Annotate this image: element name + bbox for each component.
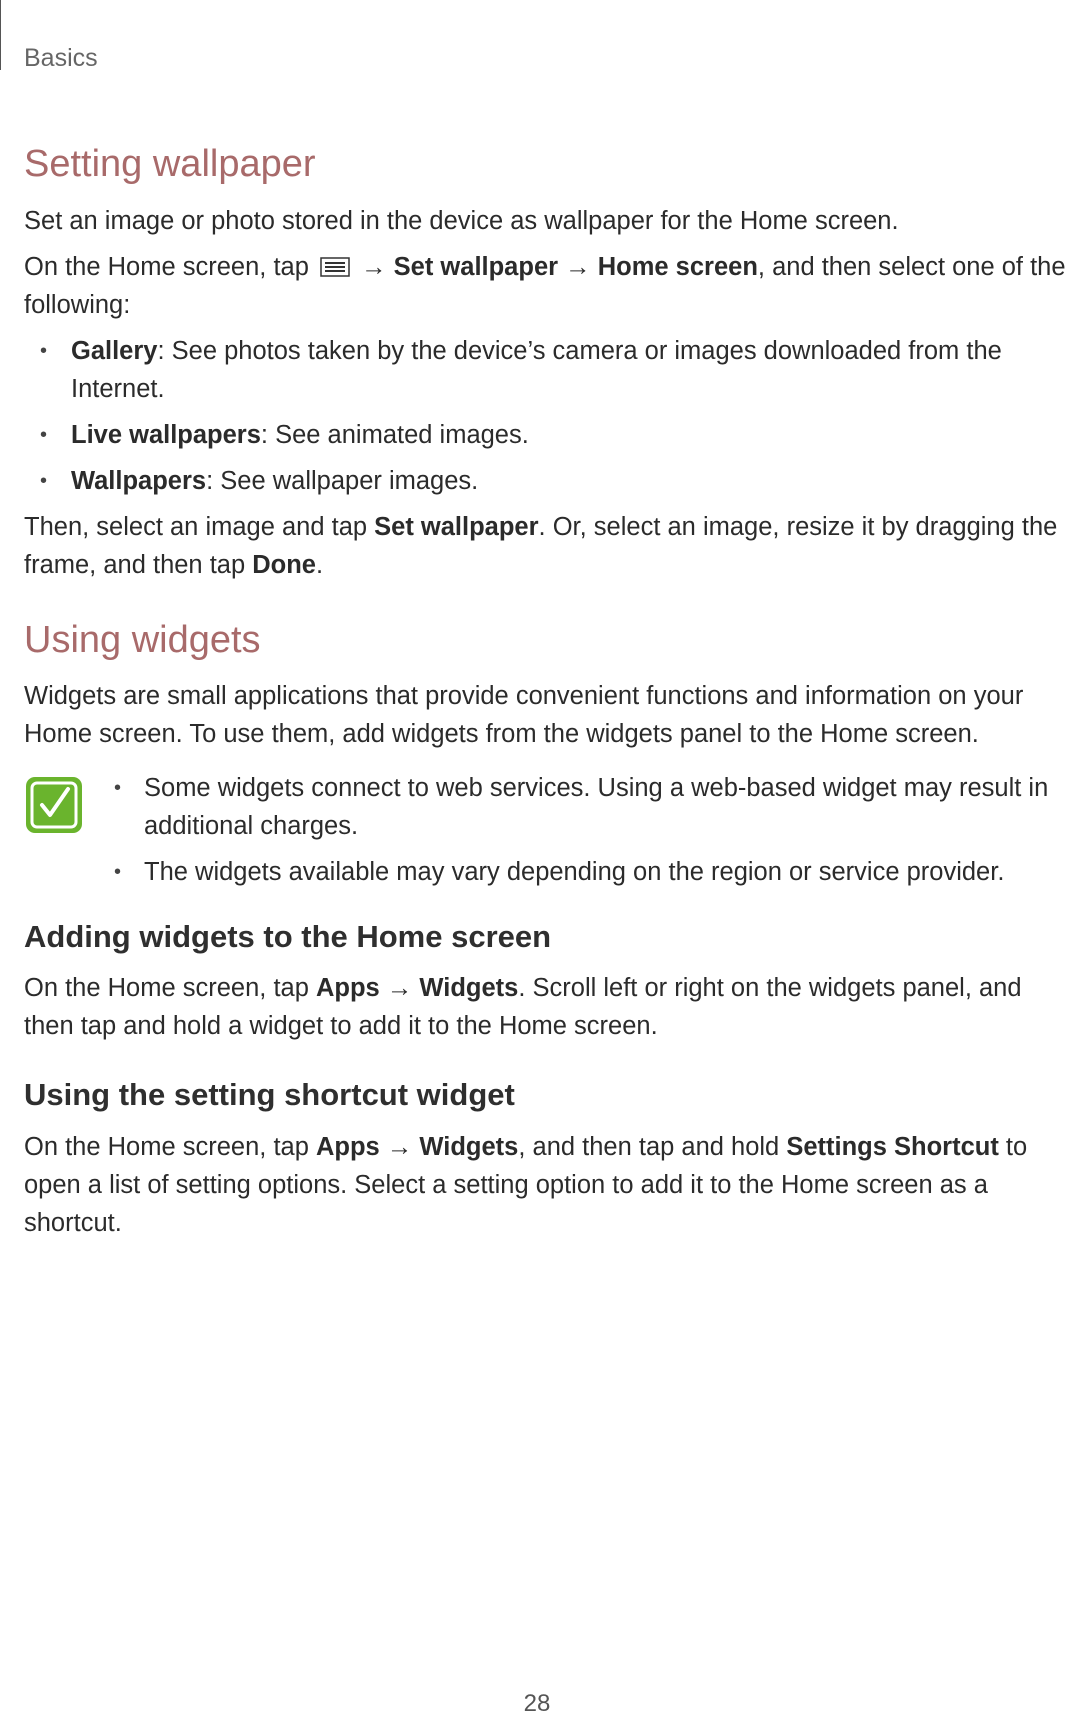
bullet-icon: • bbox=[40, 339, 48, 362]
using-widgets-heading: Using widgets bbox=[24, 618, 261, 661]
note-text: The widgets available may vary depending on the region or service provider. bbox=[144, 858, 1005, 887]
setting-wallpaper-intro: Set an image or photo stored in the device as wallpaper for the Home screen. bbox=[24, 206, 899, 235]
apps-label: Apps bbox=[315, 1132, 380, 1161]
arrow: → bbox=[379, 974, 420, 1003]
done-label: Done bbox=[252, 550, 316, 579]
bullet-icon: • bbox=[114, 861, 122, 884]
list-item bbox=[24, 332, 1070, 408]
option-text: : See photos taken by the device’s camera or images downloaded from the Internet. bbox=[71, 336, 1002, 403]
option-text: : See wallpaper images. bbox=[206, 466, 479, 495]
setting-shortcut-heading: Using the setting shortcut widget bbox=[24, 1077, 515, 1113]
arrow: → bbox=[353, 252, 394, 281]
setting-wallpaper-heading: Setting wallpaper bbox=[24, 143, 316, 185]
then-prefix: Then, select an image and tap bbox=[24, 512, 375, 541]
note-text: Some widgets connect to web services. Using a web-based widget may result in additional charges. bbox=[144, 774, 1049, 841]
apps-label: Apps bbox=[315, 974, 380, 1003]
list-item bbox=[24, 416, 1070, 454]
arrow: → bbox=[558, 252, 598, 281]
settings-shortcut-label: Settings Shortcut bbox=[786, 1132, 999, 1161]
bullet-icon: • bbox=[114, 777, 122, 800]
set-wallpaper-label: Set wallpaper bbox=[374, 512, 539, 541]
widgets-label: Widgets bbox=[419, 974, 519, 1003]
setting-wallpaper-then bbox=[24, 508, 1070, 584]
section-label: Basics bbox=[24, 44, 98, 72]
using-widgets-intro: Widgets are small applications that provide convenient functions and information on your Home screen. To use them, add widgets from the widgets panel to the Home screen. bbox=[24, 682, 1024, 749]
note-box bbox=[24, 769, 1070, 891]
text-mid: , and then tap and hold bbox=[518, 1132, 787, 1161]
set-wallpaper-label: Set wallpaper bbox=[393, 252, 559, 281]
home-screen-label: Home screen bbox=[597, 252, 758, 281]
option-label: Wallpapers bbox=[71, 466, 207, 495]
bullet-icon: • bbox=[40, 469, 48, 492]
option-label: Gallery bbox=[71, 336, 158, 365]
list-item bbox=[110, 769, 1070, 845]
wallpaper-options-list bbox=[24, 332, 1070, 500]
setting-wallpaper-step bbox=[24, 248, 1070, 324]
step-prefix: On the Home screen, tap bbox=[24, 252, 316, 281]
text-prefix: On the Home screen, tap bbox=[24, 1132, 316, 1161]
adding-widgets-heading: Adding widgets to the Home screen bbox=[24, 919, 552, 955]
arrow: → bbox=[379, 1132, 420, 1161]
text-prefix: On the Home screen, tap bbox=[24, 974, 316, 1003]
list-item bbox=[110, 853, 1070, 891]
option-label: Live wallpapers bbox=[71, 420, 261, 449]
bullet-icon: • bbox=[40, 423, 48, 446]
menu-icon bbox=[320, 257, 350, 277]
then-mid: . Or, select an image, resize it by dragging the frame, and then tap bbox=[24, 512, 1058, 579]
list-item bbox=[24, 462, 1070, 500]
widgets-label: Widgets bbox=[419, 1132, 519, 1161]
page-content bbox=[24, 142, 1070, 1250]
text-suffix: to open a list of setting options. Select a setting option to add it to the Home screen as a shortcut. bbox=[24, 1132, 1028, 1237]
option-text: : See animated images. bbox=[260, 420, 529, 449]
page-corner-line bbox=[0, 0, 1, 70]
setting-shortcut-text bbox=[24, 1128, 1070, 1242]
then-suffix: . bbox=[315, 550, 324, 579]
step-suffix: , and then select one of the following: bbox=[24, 252, 1066, 319]
page-number: 28 bbox=[523, 1690, 551, 1717]
note-check-icon bbox=[24, 775, 84, 835]
note-list bbox=[24, 769, 1070, 891]
text-suffix: . Scroll left or right on the widgets panel, and then tap and hold a widget to add it to the Home screen. bbox=[24, 974, 1022, 1041]
adding-widgets-text bbox=[24, 969, 1070, 1045]
